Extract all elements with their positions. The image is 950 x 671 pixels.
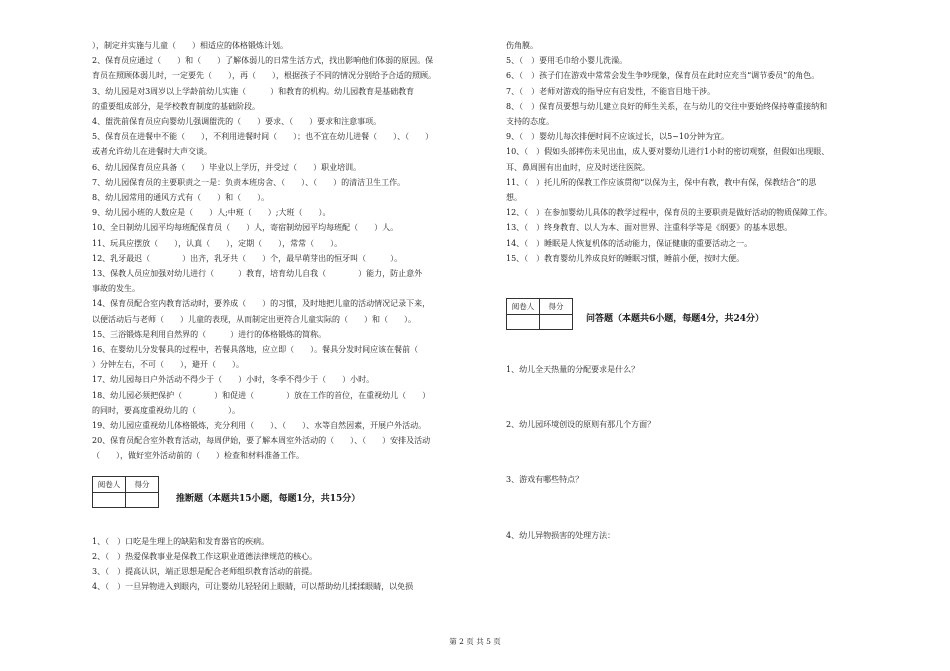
right-column [506,38,862,543]
question-line: 8、幼儿园常用的通风方式有（ ）和（ ）。 [92,193,270,203]
question-line: 15、三浴锻炼是利用自然界的（ ）进行的体格锻炼的简称。 [92,329,327,339]
page-footer: 第 2 页 共 5 页 [449,637,501,646]
question-line: ）分钟左右，不可（ ），避开（ ）。 [92,360,244,370]
question-line: （ ），做好室外活动前的（ ）检查和材料准备工作。 [92,451,304,461]
question-line: 14、保育员配合室内教育活动时，要养成（ ）的习惯，及时地把儿童的活动情况记录下来， [92,299,431,309]
judgement-item: 想。 [506,193,522,203]
judgement-item: 1、（ ）口吃是生理上的缺陷和发育器官的疾病。 [92,536,270,546]
question-line: 或者允许幼儿在进餐时大声交谈。 [92,147,212,157]
judgement-item: 3、（ ）提高认识，端正思想是配合老师组织教育活动的前提。 [92,567,318,577]
judgement-section-title: 推断题（本题共15小题，每题1分，共15分） [176,493,361,504]
qa-score-box [506,298,573,330]
grader-cell[interactable] [507,315,540,330]
question-line: 16、在婴幼儿分发餐具的过程中，若餐具落地，应立即（ ）。餐具分发时间应该在餐前（ [92,345,419,355]
judgement-item: 14、（ ）睡眠是人恢复机体的活动能力，保证健康的重要活动之一。 [506,238,753,248]
question-line: 以便活动后与老师（ ）儿童的表现，从而制定出更符合儿童实际的（ ）和（ ）。 [92,314,416,324]
question-line: 10、全日制幼儿园平均每班配保育员（ ）人，寄宿制幼园平均每班配（ ）人。 [92,223,399,233]
score-cell[interactable] [540,315,573,330]
judgement-item: 11、（ ）托儿所的保教工作应该贯彻“以保为主，保中有教，教中有保，保教结合”的思 [506,177,817,187]
judgement-item: 支持的态度。 [506,117,554,127]
score-label: 得分 [540,299,573,315]
question-line: 19、幼儿园应重视幼儿体格锻炼，充分利用（ ）、（ ）、水等自然因素，开展户外活动。 [92,421,427,431]
question-line: 事故的发生。 [92,284,140,294]
question-line: 的重要组成部分，是学校教育制度的基础阶段。 [92,101,260,111]
question-line: 4、盥洗前保育员应向婴幼儿强调盥洗的（ ）要求、（ ）要求和注意事项。 [92,117,382,127]
judgement-item: 6、（ ）孩子们在游戏中常常会发生争吵现象，保育员在此时应充当“调节委员”的角色。 [506,71,820,81]
qa-section-title: 问答题（本题共6小题，每题4分，共24分） [586,314,765,325]
question-line: 20、保育员配合室外教育活动，每周伊始，要了解本周室外活动的（ ）、（ ）安排及活动 [92,436,431,446]
qa-question: 4、幼儿异物损害的处理方法： [506,530,616,540]
question-line: 5、保育员在进餐中不能（ ），不利用进餐时间（ ）；也不宜在幼儿进餐（ ）、（ ） [92,132,434,142]
question-line: 9、幼儿园小班的人数应是（ ）人;中班（ ）;大班（ ）。 [92,208,331,218]
score-label: 得分 [126,476,159,492]
judgement-item: 8、（ ）保育员要想与幼儿建立良好的师生关系，在与幼儿的交往中要始终保持尊重接纳和 [506,101,828,111]
question-line: 6、幼儿园保育员应具备（ ）毕业以上学历，并受过（ ）职业培训。 [92,162,362,172]
judgement-score-box [92,476,159,508]
question-line: 的同时，要高度重视幼儿的（ ）。 [92,405,240,415]
left-column [92,38,487,595]
grader-label: 阅卷人 [507,299,540,315]
question-line: ），制定并实施与儿童（ ）相适应的体格锻炼计划。 [92,41,288,50]
judgement-item: 4、（ ）一旦异物进入到眼内，可让婴幼儿轻轻闭上眼睛，可以帮助幼儿揉揉眼睛，以免损 [92,582,414,592]
qa-section-header [506,294,862,334]
judgement-item: 12、（ ）在参加婴幼儿具体的教学过程中，保育员的主要职责是做好活动的物质保障工作。 [506,208,833,218]
question-line: 2、保育员应通过（ ）和（ ）了解体弱儿的日常生活方式，找出影响他们体弱的原因。保 [92,56,434,66]
judgement-questions-continued [506,38,862,266]
qa-questions [506,362,862,543]
judgement-item: 13、（ ）终身教育、以人为本、面对世界、注重科学等是《纲要》的基本思想。 [506,223,793,233]
question-line: 7、幼儿园保育员的主要职责之一是：负责本班房舍、（ ）、（ ）的清洁卫生工作。 [92,177,406,187]
judgement-questions [92,534,487,595]
judgement-item: 5、（ ）要用毛巾给小婴儿洗澡。 [506,56,628,66]
judgement-item: 9、（ ）婴幼儿每次排便时间不应该过长，以5~10分钟为宜。 [506,132,730,142]
qa-question: 3、游戏有哪些特点？ [506,475,584,485]
fill-in-questions [92,38,487,464]
judgement-item: 耳、鼻周围有出血时，应及时送往医院。 [506,162,650,172]
question-line: 13、保教人员应加强对幼儿进行（ ）教育，培育幼儿自我（ ）能力，防止意外 [92,269,423,279]
question-line: 育员在照顾体弱儿时，一定要先（ ），再（ ），根据孩子不同的情况分别给予合适的照顾。 [92,71,436,81]
question-line: 18、幼儿园必须把保护（ ）和促进（ ）放在工作的首位，在重视幼儿（ ） [92,390,431,400]
question-line: 11、玩具应摆放（ ），认真（ ），定期（ ），常常（ ）。 [92,238,343,248]
grader-label: 阅卷人 [93,476,126,492]
judgement-item: 7、（ ）老师对游戏的指导应有启发性，不能盲目地干涉。 [506,86,716,96]
qa-question: 1、幼儿全天热量的分配要求是什么？ [506,365,640,375]
question-line: 17、幼儿园每日户外活动不得少于（ ）小时，冬季不得少于（ ）小时。 [92,375,375,385]
judgement-item: 2、（ ）热爱保教事业是保教工作这职业道德法律规范的核心。 [92,551,318,561]
judgement-item: 伤角膜。 [506,41,538,50]
qa-question: 2、幼儿园环境创设的原则有那几个方面？ [506,420,656,430]
judgement-item: 15、（ ）教育婴幼儿养成良好的睡眠习惯，睡前小便，按时大便。 [506,253,745,263]
grader-cell[interactable] [93,492,126,507]
question-line: 3、幼儿园是对3周岁以上学龄前幼儿实施（ ）和教育的机构。幼儿园教育是基础教育 [92,86,415,96]
judgement-section-header [92,472,487,512]
question-line: 12、乳牙最迟（ ）出齐，乳牙共（ ）个，最早萌芽出的恒牙叫（ ）。 [92,253,403,263]
score-cell[interactable] [126,492,159,507]
judgement-item: 10、（ ）假如头部摔伤未见出血，成人要对婴幼儿进行1小时的密切观察，但假如出现眼、 [506,147,830,157]
